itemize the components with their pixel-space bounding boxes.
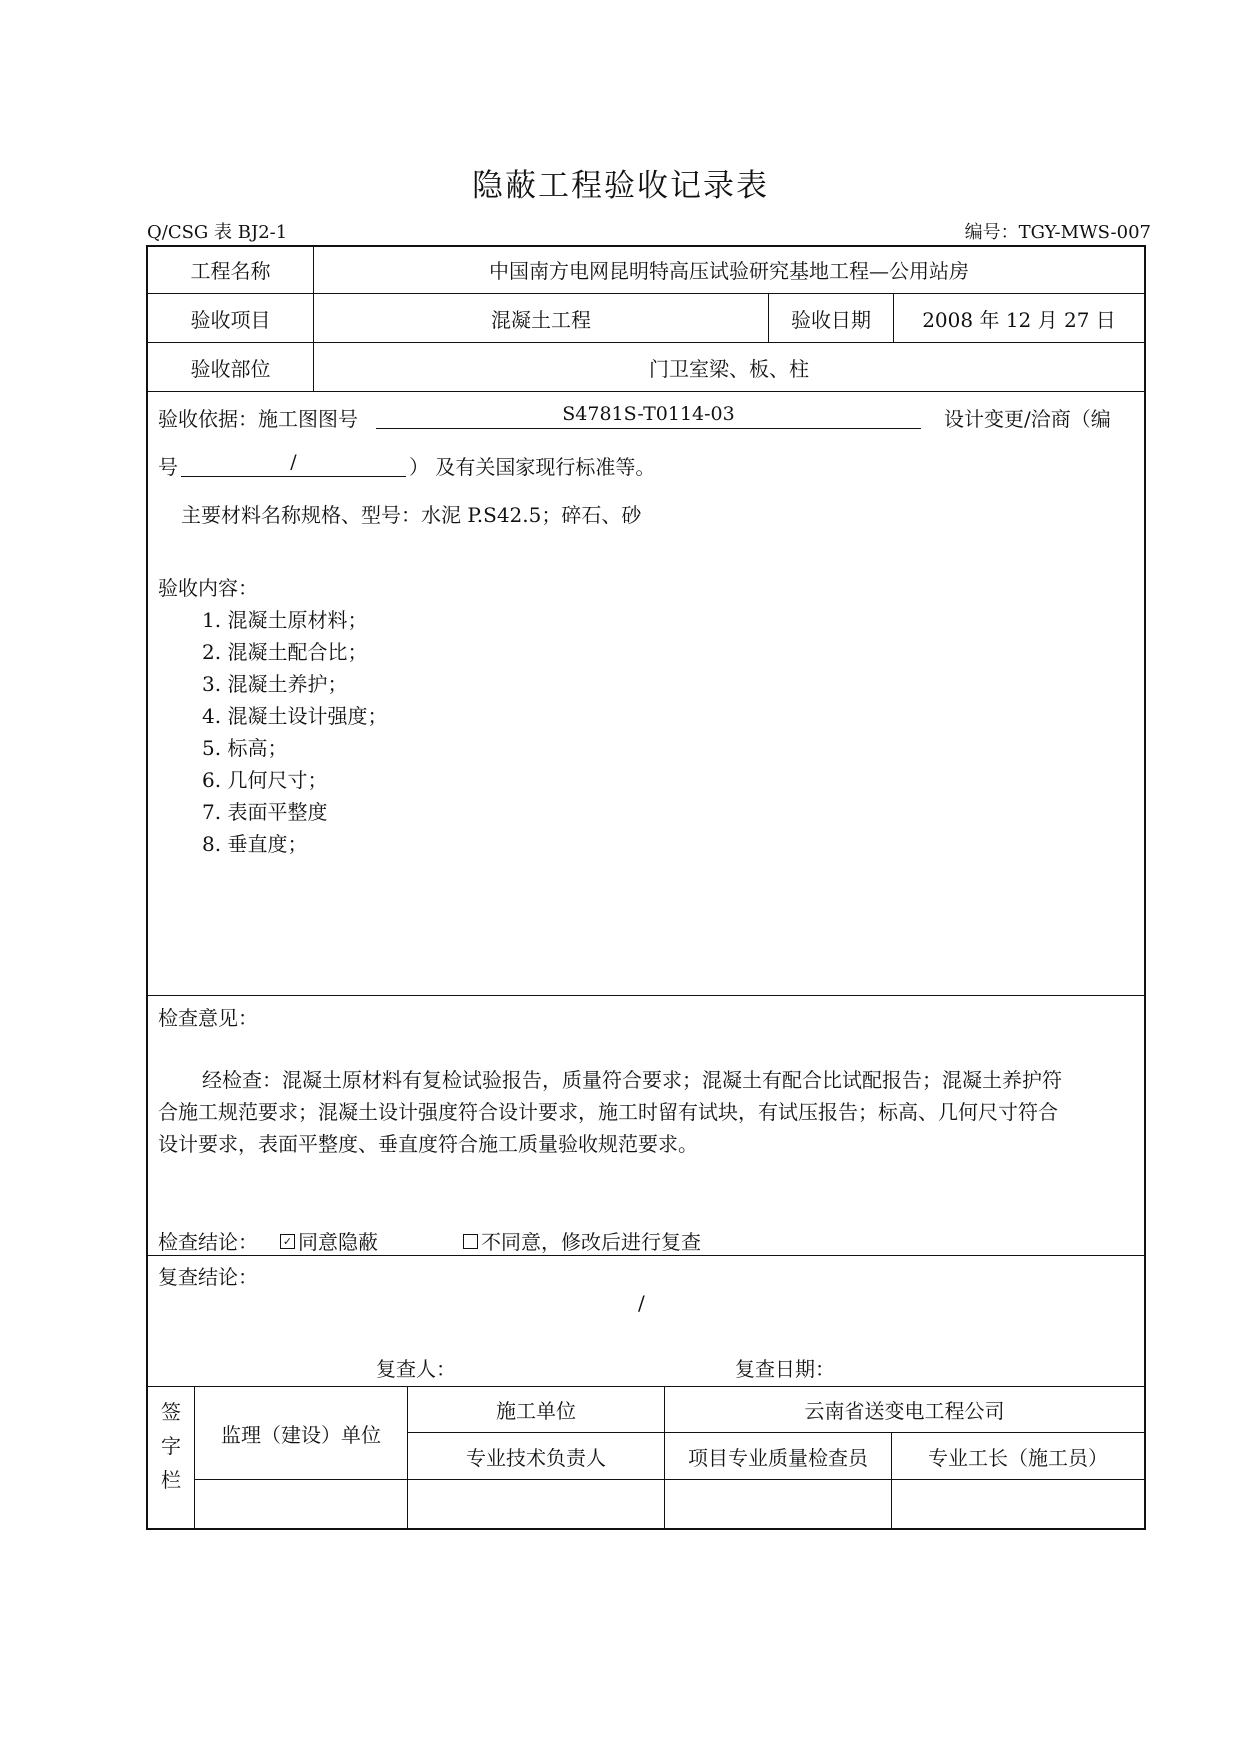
disagree-option[interactable] bbox=[463, 1226, 701, 1255]
list-item: 5. 标高； bbox=[202, 736, 288, 760]
location-value: 门卫室梁、板、柱 bbox=[649, 356, 809, 381]
tech-lead-signature-cell[interactable] bbox=[408, 1480, 664, 1528]
opinion-line: 经检查：混凝土原材料有复检试验报告，质量符合要求；混凝土有配合比试配报告；混凝土养护符 bbox=[202, 1068, 1062, 1092]
drawing-number: S4781S-T0114-03 bbox=[376, 403, 921, 429]
list-item: 3. 混凝土养护； bbox=[202, 672, 348, 696]
quality-inspector-label: 项目专业质量检查员 bbox=[688, 1445, 868, 1470]
date-value: 2008 年 12 月 27 日 bbox=[922, 307, 1116, 332]
foreman-signature-cell[interactable] bbox=[892, 1480, 1144, 1528]
location-label: 验收部位 bbox=[190, 356, 271, 381]
design-change-label: 设计变更/洽商（编 bbox=[944, 407, 1111, 431]
unchecked-checkbox-icon[interactable] bbox=[463, 1234, 478, 1249]
form-code: Q/CSG 表 BJ2-1 bbox=[147, 222, 288, 243]
recheck-label: 复查结论： bbox=[158, 1265, 258, 1289]
item-value: 混凝土工程 bbox=[491, 307, 591, 332]
serial-value: TGY-MWS-007 bbox=[1018, 222, 1151, 243]
materials-text: 主要材料名称规格、型号：水泥 P.S42.5；碎石、砂 bbox=[181, 503, 642, 527]
list-item: 7. 表面平整度 bbox=[202, 800, 328, 824]
supervisor-label: 监理（建设）单位 bbox=[221, 1422, 381, 1447]
content-label: 验收内容： bbox=[158, 576, 258, 600]
serial-number bbox=[965, 218, 1151, 244]
agree-option[interactable] bbox=[280, 1226, 378, 1255]
project-name-label: 工程名称 bbox=[190, 259, 271, 283]
basis-suffix: ） 及有关国家现行标准等。 bbox=[409, 455, 656, 479]
recheck-value: / bbox=[638, 1291, 645, 1315]
serial-label: 编号： bbox=[964, 222, 1019, 243]
date-label: 验收日期 bbox=[791, 307, 871, 332]
list-item: 6. 几何尺寸； bbox=[202, 768, 328, 792]
checked-checkbox-icon[interactable]: ✓ bbox=[280, 1234, 295, 1249]
disagree-label: 不同意，修改后进行复查 bbox=[481, 1230, 701, 1254]
list-item: 8. 垂直度； bbox=[202, 832, 308, 856]
supervisor-signature-cell[interactable] bbox=[195, 1480, 407, 1528]
agree-label: 同意隐蔽 bbox=[298, 1230, 378, 1254]
item-label: 验收项目 bbox=[190, 307, 271, 332]
quality-inspector-signature-cell[interactable] bbox=[665, 1480, 891, 1528]
opinion-label: 检查意见： bbox=[158, 1006, 258, 1030]
form-title: 隐蔽工程验收记录表 bbox=[472, 168, 769, 204]
conclusion-label: 检查结论： bbox=[158, 1230, 258, 1254]
opinion-line: 合施工规范要求；混凝土设计强度符合设计要求，施工时留有试块，有试压报告；标高、几何尺寸符合 bbox=[158, 1100, 1058, 1124]
foreman-label: 专业工长（施工员） bbox=[928, 1445, 1108, 1470]
opinion-line: 设计要求，表面平整度、垂直度符合施工质量验收规范要求。 bbox=[158, 1132, 698, 1156]
list-item: 1. 混凝土原材料； bbox=[202, 608, 368, 632]
content-list bbox=[202, 604, 387, 860]
recheck-date-label: 复查日期： bbox=[735, 1357, 835, 1381]
project-name-value: 中国南方电网昆明特高压试验研究基地工程—公用站房 bbox=[489, 259, 969, 283]
list-item: 4. 混凝土设计强度； bbox=[202, 704, 388, 728]
list-item: 2. 混凝土配合比； bbox=[202, 640, 368, 664]
tech-lead-label: 专业技术负责人 bbox=[466, 1445, 606, 1470]
contractor-label: 施工单位 bbox=[496, 1399, 576, 1423]
number-label: 号 bbox=[158, 455, 178, 479]
basis-prefix: 验收依据：施工图图号 bbox=[158, 407, 358, 431]
contractor-name: 云南省送变电工程公司 bbox=[804, 1399, 1005, 1423]
rechecker-label: 复查人： bbox=[376, 1357, 456, 1381]
change-number: / bbox=[181, 451, 406, 477]
signature-column-label: 签 字 栏 bbox=[161, 1400, 181, 1492]
